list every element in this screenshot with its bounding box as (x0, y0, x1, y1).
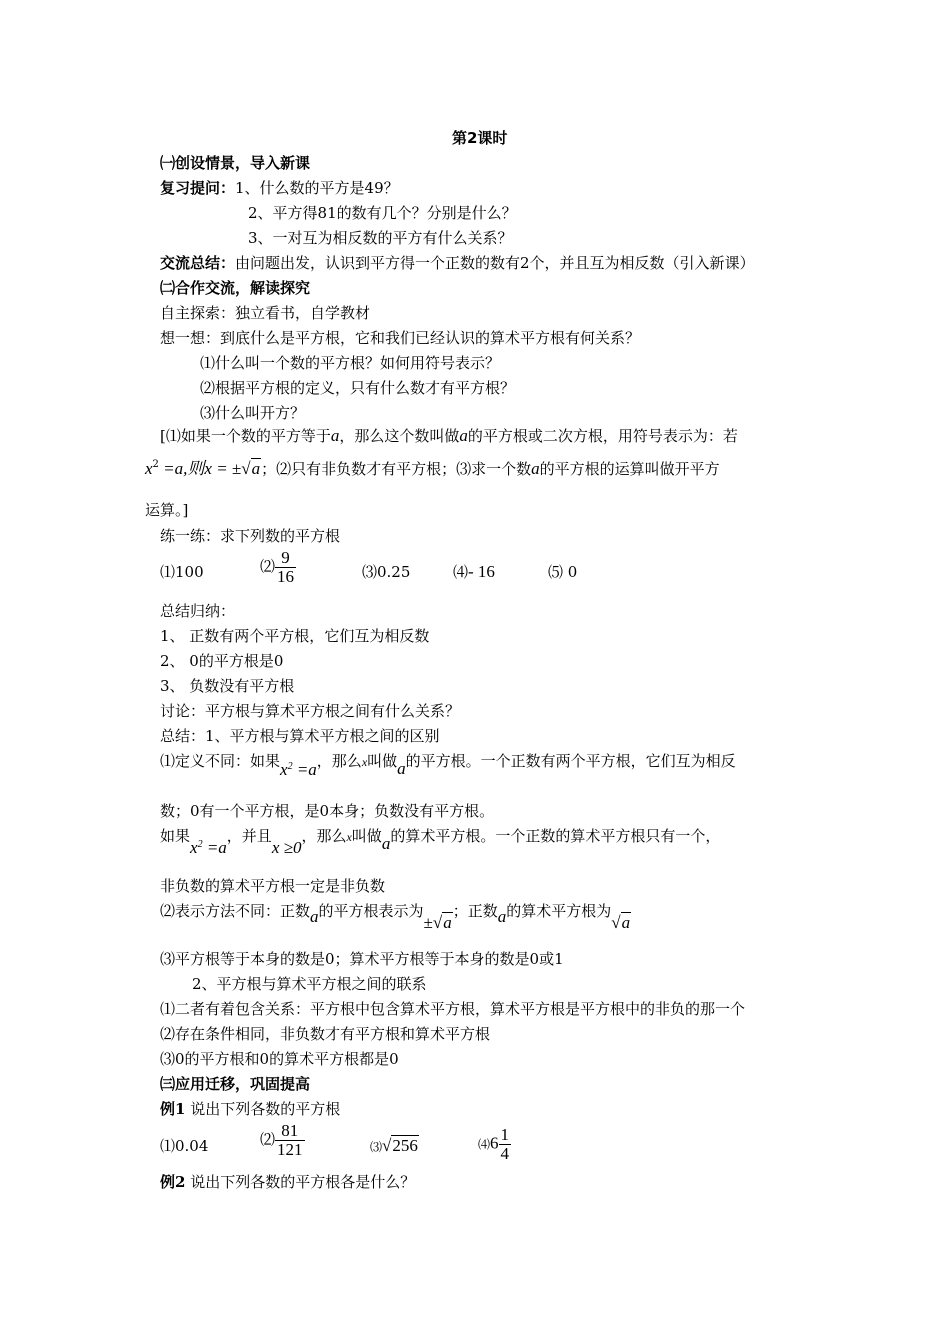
def2-text-c: ，那么 (301, 827, 347, 845)
think-item-2: ⑵根据平方根的定义，只有什么数才有平方根？ (200, 379, 516, 397)
example-2-label: 例2 (160, 1173, 186, 1191)
mixed-whole: 6 (490, 1133, 499, 1153)
example-2-text: 说出下列各数的平方根各是什么？ (185, 1173, 416, 1191)
def1-formula (280, 760, 317, 779)
summary-label: 交流总结： (160, 254, 236, 272)
summary-title: 总结归纳： (160, 602, 236, 620)
practice-item-3: ⑶0.25 (362, 563, 411, 581)
section-2-heading: ㈡合作交流，解读探究 (160, 279, 311, 297)
def1-a: a (397, 759, 406, 778)
summary-item-3: 3、 负数没有平方根 (160, 677, 295, 695)
think-item-1: ⑴什么叫一个数的平方根？如何用符号表示？ (200, 354, 501, 372)
def2-condition: x ≥0 (271, 838, 302, 857)
answer-text-d: ；⑵只有非负数才有平方根；⑶求一个数 (261, 460, 532, 478)
practice-2-label: ⑵ (260, 557, 276, 576)
review-question-1 (160, 178, 399, 198)
discuss-line: 讨论：平方根与算术平方根之间有什么关系？ (160, 702, 461, 720)
practice-item-2 (260, 549, 296, 586)
question-2: 2、平方得81的数有几个？分别是什么？ (248, 204, 517, 222)
def1-text-a: ⑴定义不同：如果 (160, 752, 281, 770)
practice-item-1: ⑴100 (160, 563, 204, 581)
notation-pm-sqrt: ±√a (423, 913, 452, 932)
answer-line-3: 运算。] (145, 501, 189, 519)
example-2-label: ⑵ (260, 1130, 276, 1149)
think-line: 想一想：到底什么是平方根，它和我们已经认识的算术平方根有何关系？ (160, 329, 641, 347)
relation-1: ⑴二者有着包含关系：平方根中包含算术平方根，算术平方根是平方根中的非负的那一个 (160, 1000, 746, 1018)
sqrt-256: √256 (382, 1136, 418, 1155)
def1-sup: 2 (287, 761, 293, 772)
formula-mid: =a,则x = ± (158, 459, 242, 478)
fraction-81-121 (275, 1122, 305, 1159)
fraction-numerator: 1 (500, 1125, 510, 1144)
answer-line-1 (160, 426, 738, 446)
sqrt-a: √a (241, 459, 261, 478)
practice-4-value: - 16 (468, 562, 495, 581)
definition-line-1 (160, 751, 736, 779)
answer-text-c: 的平方根或二次方根，用符号表示为：若 (467, 427, 738, 445)
notation-sqrt: √a (611, 913, 631, 932)
answer-text-b: ，那么这个数叫做 (339, 427, 460, 445)
fraction-1-4 (499, 1126, 512, 1163)
def2-a: a (381, 834, 391, 853)
example-item-2 (260, 1122, 305, 1159)
def2-eq: =a (202, 838, 227, 857)
answer-line-2 (145, 458, 720, 479)
definition-line-3 (160, 826, 721, 857)
def1-x2: x (361, 755, 368, 769)
sqrt-a-radicand: a (251, 459, 261, 478)
relation-2: ⑵存在条件相同，非负数才有平方根和算术平方根 (160, 1025, 491, 1043)
example-2-line (160, 1172, 415, 1192)
practice-item-4 (453, 562, 495, 582)
example-1-line (160, 1099, 340, 1119)
example-1-label: 例1 (160, 1100, 186, 1118)
fraction-denominator: 121 (277, 1140, 303, 1159)
summary-item-2: 2、 0的平方根是0 (160, 652, 284, 670)
def1-x: x (280, 760, 288, 779)
example-item-4 (478, 1126, 511, 1163)
conclusion-1: 总结：1、平方根与算术平方根之间的区别 (160, 727, 440, 745)
summary-line (160, 253, 755, 273)
def1-text-b: ，那么 (316, 752, 362, 770)
example-item-3 (370, 1136, 419, 1157)
fraction-numerator: 81 (281, 1121, 299, 1140)
page-title: 第2课时 (452, 129, 508, 147)
def1-eq: =a (292, 760, 317, 779)
var-a: a (330, 426, 340, 445)
definition-line-4: 非负数的算术平方根一定是非负数 (160, 877, 386, 895)
review-label: 复习提问： (160, 179, 236, 197)
answer-text-a: [⑴如果一个数的平方等于 (160, 427, 331, 445)
def2-formula (190, 838, 227, 857)
def1-text-c: 叫做 (367, 752, 398, 770)
practice-4-label: ⑷ (453, 563, 469, 581)
formula-sup: 2 (152, 459, 159, 470)
self-equal-line: ⑶平方根等于本身的数是0；算术平方根等于本身的数是0或1 (160, 950, 564, 968)
pm-sign: ± (423, 913, 433, 932)
sqrt-256-radicand: 256 (392, 1136, 418, 1155)
example-4-label: ⑷ (478, 1137, 491, 1152)
def2-x: x (190, 838, 198, 857)
notation-a: a (310, 907, 319, 926)
notation-radicand-1: a (443, 913, 452, 932)
fraction-numerator: 9 (281, 548, 290, 567)
example-item-1: ⑴0.04 (160, 1137, 209, 1155)
fraction-denominator: 16 (277, 567, 295, 586)
def2-text-b: ，并且 (226, 827, 272, 845)
formula-x: x (145, 459, 153, 478)
notation-text-c: ；正数 (452, 902, 498, 920)
var-a-3: a (531, 459, 540, 478)
conclusion-2: 2、平方根与算术平方根之间的联系 (192, 975, 427, 993)
notation-text-a: ⑵表示方法不同：正数 (160, 902, 311, 920)
def2-text-e: 的算术平方根。一个正数的算术平方根只有一个， (390, 827, 721, 845)
practice-item-5: ⑸ 0 (548, 563, 578, 581)
relation-3: ⑶0的平方根和0的算术平方根都是0 (160, 1050, 399, 1068)
question-1: 1、什么数的平方是49？ (235, 179, 399, 197)
think-item-3: ⑶什么叫开方？ (200, 404, 306, 422)
notation-text-d: 的算术平方根为 (506, 902, 612, 920)
notation-text-b: 的平方根表示为 (318, 902, 424, 920)
def2-text-a: 如果 (160, 827, 191, 845)
summary-item-1: 1、 正数有两个平方根，它们互为相反数 (160, 627, 430, 645)
example-1-text: 说出下列各数的平方根 (185, 1100, 341, 1118)
def1-text-d: 的平方根。一个正数有两个平方根，它们互为相反 (405, 752, 736, 770)
notation-radicand-2: a (621, 913, 631, 932)
explore-line: 自主探索：独立看书，自学教材 (160, 304, 371, 322)
section-3-heading: ㈢应用迁移，巩固提高 (160, 1075, 311, 1093)
example-3-label: ⑶ (370, 1140, 383, 1154)
fraction-denominator: 4 (500, 1144, 510, 1163)
summary-text: 由问题出发，认识到平方得一个正数的数有2个，并且互为相反数（引入新课） (235, 254, 755, 272)
def2-text-d: 叫做 (351, 827, 382, 845)
fraction-9-16 (275, 549, 296, 586)
notation-a2: a (497, 907, 507, 926)
var-a-2: a (459, 426, 468, 445)
section-1-heading: ㈠创设情景，导入新课 (160, 154, 311, 172)
def2-sup: 2 (197, 839, 203, 850)
question-3: 3、一对互为相反数的平方有什么关系？ (248, 229, 513, 247)
notation-line (160, 901, 631, 932)
definition-line-2: 数；0有一个平方根，是0本身；负数没有平方根。 (160, 802, 495, 820)
def2-x2: x (346, 830, 352, 844)
answer-text-e: 的平方根的运算叫做开平方 (539, 460, 720, 478)
practice-line: 练一练：求下列数的平方根 (160, 527, 341, 545)
